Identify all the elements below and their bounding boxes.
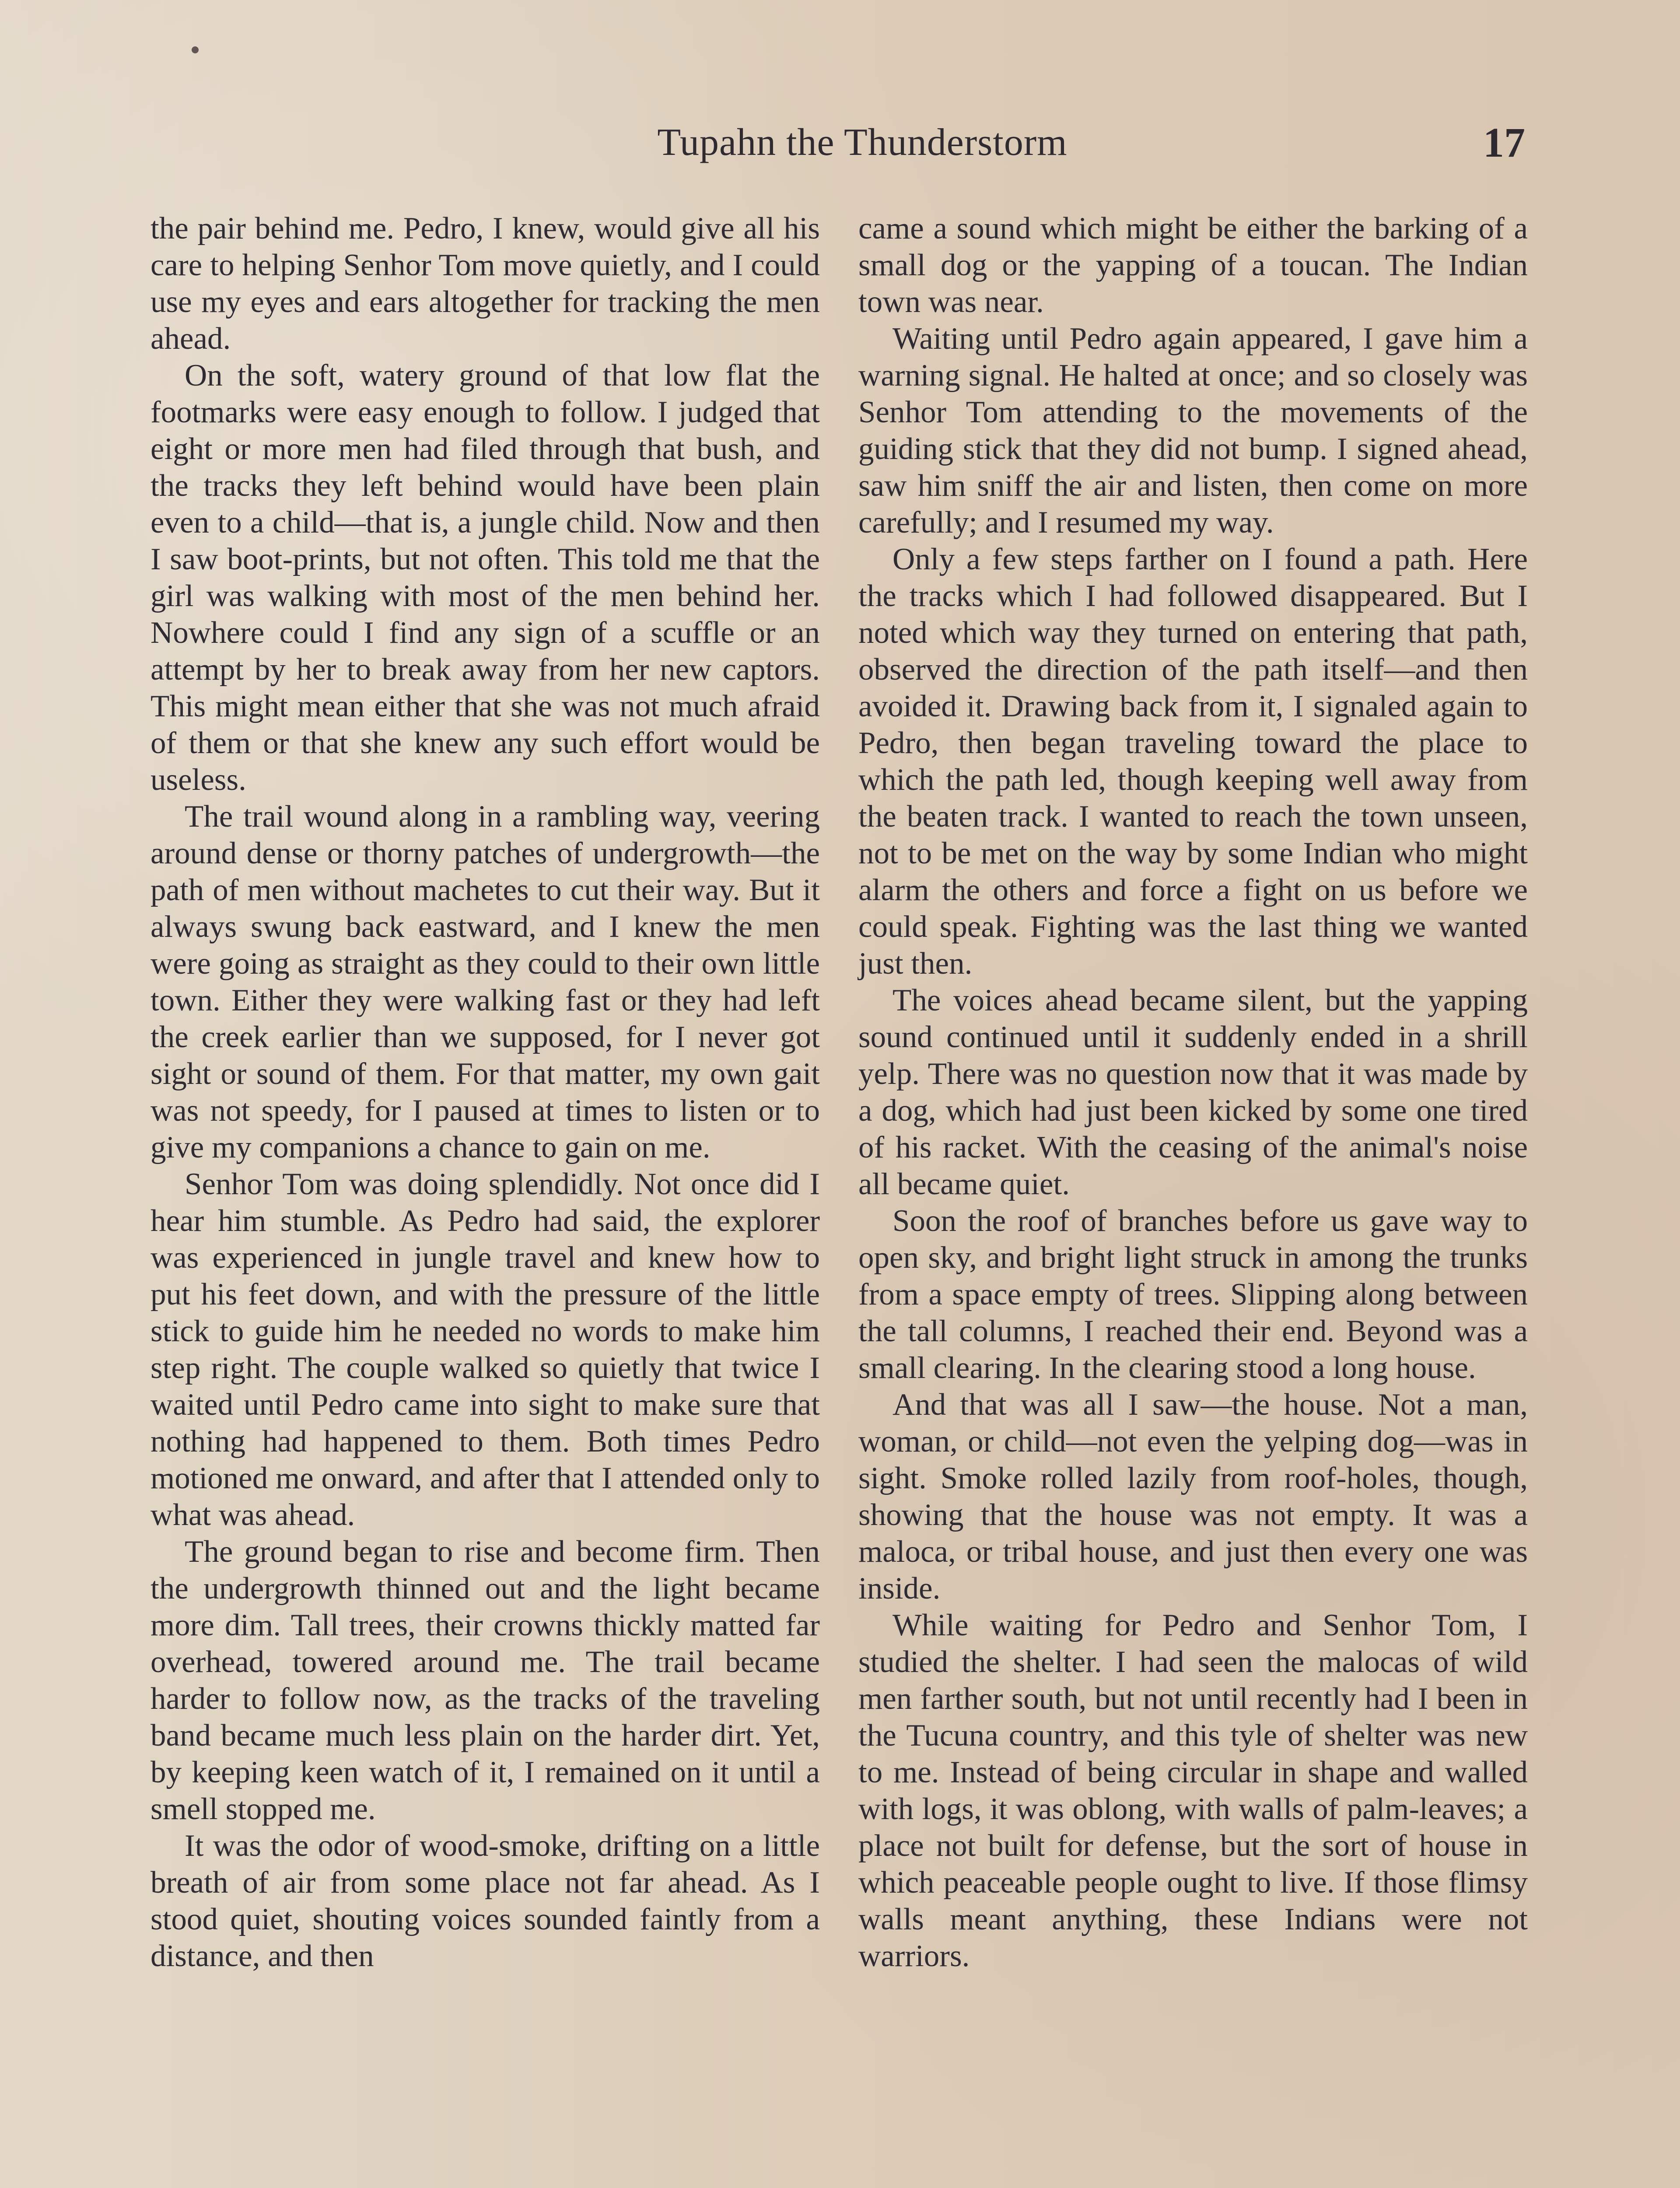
- right-paragraph-5: Soon the roof of branches before us gave way to open sky, and bright light struck in among the trunks from a space empty of trees. Slipping along between the tall columns, I reached their end. Beyond was a small clearing. In the clearing stood a long house.: [858, 1204, 1528, 1385]
- right-paragraph-2: Waiting until Pedro again appeared, I gave him a warning signal. He halted at once; and so closely was Senhor Tom attending to the movements of the guiding stick that they did not bump. I signed ahead, saw him sniff the air and listen, then come on more carefully; and I resumed my way.: [858, 322, 1528, 540]
- right-paragraph-6: And that was all I saw—the house. Not a man, woman, or child—not even the yelping dog—was in sight. Smoke rolled lazily from roof-holes, though, showing that the house was not empty. It was a maloca, or tribal house, and just then every one was inside.: [858, 1388, 1528, 1606]
- print-speck: [192, 46, 199, 53]
- left-paragraph-3: The trail wound along in a rambling way, veering around dense or thorny patches of undergrowth—the path of men without machetes to cut their way. But it always swung back eastward, and I knew the men were going as straight as they could to their own little town. Either they were walking fast or they had left the creek earlier than we supposed, for I never got sight or sound of them. For that matter, my own gait was not speedy, for I paused at times to listen or to give my companions a chance to gain on me.: [150, 799, 820, 1164]
- left-paragraph-2: On the soft, watery ground of that low flat the footmarks were easy enough to follow. I judged that eight or more men had filed through that bush, and the tracks they left behind would have been plain even to a child—that is, a jungle child. Now and then I saw boot-prints, but not often. This told me that the girl was walking with most of the men behind her. Nowhere could I find any sign of a scuffle or an attempt by her to break away from her new captors. This might mean either that she was not much afraid of them or that she knew any such effort would be useless.: [150, 358, 820, 797]
- right-paragraph-4: The voices ahead became silent, but the yapping sound continued until it suddenly ended in a shrill yelp. There was no question now that it was made by a dog, which had just been kicked by some one tired of his racket. With the ceasing of the animal's noise all became quiet.: [858, 983, 1528, 1201]
- left-paragraph-4: Senhor Tom was doing splendidly. Not once did I hear him stumble. As Pedro had said, the explorer was experienced in jungle travel and knew how to put his feet down, and with the pressure of the little stick to guide him he needed no words to make him step right. The couple walked so quietly that twice I waited until Pedro came into sight to make sure that nothing had happened to them. Both times Pedro motioned me onward, and after that I attended only to what was ahead.: [150, 1167, 820, 1532]
- right-paragraph-1: came a sound which might be either the barking of a small dog or the yapping of a toucan. The Indian town was near.: [858, 211, 1528, 319]
- left-paragraph-6: It was the odor of wood-smoke, drifting on a little breath of air from some place not far ahead. As I stood quiet, shouting voices sounded faintly from a distance, and then: [150, 1829, 820, 1973]
- right-column: [858, 210, 1528, 1974]
- left-column: [150, 210, 820, 1974]
- right-paragraph-3: Only a few steps farther on I found a path. Here the tracks which I had followed disappeared. But I noted which way they turned on entering that path, observed the direction of the path itself—and then avoided it. Drawing back from it, I signaled again to Pedro, then began traveling toward the place to which the path led, though keeping well away from the beaten track. I wanted to reach the town unseen, not to be met on the way by some Indian who might alarm the others and force a fight on us before we could speak. Fighting was the last thing we wanted just then.: [858, 542, 1528, 981]
- right-paragraph-7: While waiting for Pedro and Senhor Tom, I studied the shelter. I had seen the malocas of wild men farther south, but not until recently had I been in the Tucuna country, and this tyle of shelter was new to me. Instead of being circular in shape and walled with logs, it was oblong, with walls of palm-leaves; a place not built for defense, but the sort of house in which peaceable people ought to live. If those flimsy walls meant anything, these Indians were not warriors.: [858, 1608, 1528, 1973]
- page-number: 17: [1483, 119, 1525, 166]
- left-paragraph-5: The ground began to rise and become firm. Then the undergrowth thinned out and the light became more dim. Tall trees, their crowns thickly matted far overhead, towered around me. The trail became harder to follow now, as the tracks of the traveling band became much less plain on the harder dirt. Yet, by keeping keen watch of it, I remained on it until a smell stopped me.: [150, 1535, 820, 1826]
- page-title: Tupahn the Thunderstorm: [657, 121, 1068, 164]
- left-paragraph-1: the pair behind me. Pedro, I knew, would give all his care to helping Senhor Tom move quietly, and I could use my eyes and ears altogether for tracking the men ahead.: [150, 211, 820, 356]
